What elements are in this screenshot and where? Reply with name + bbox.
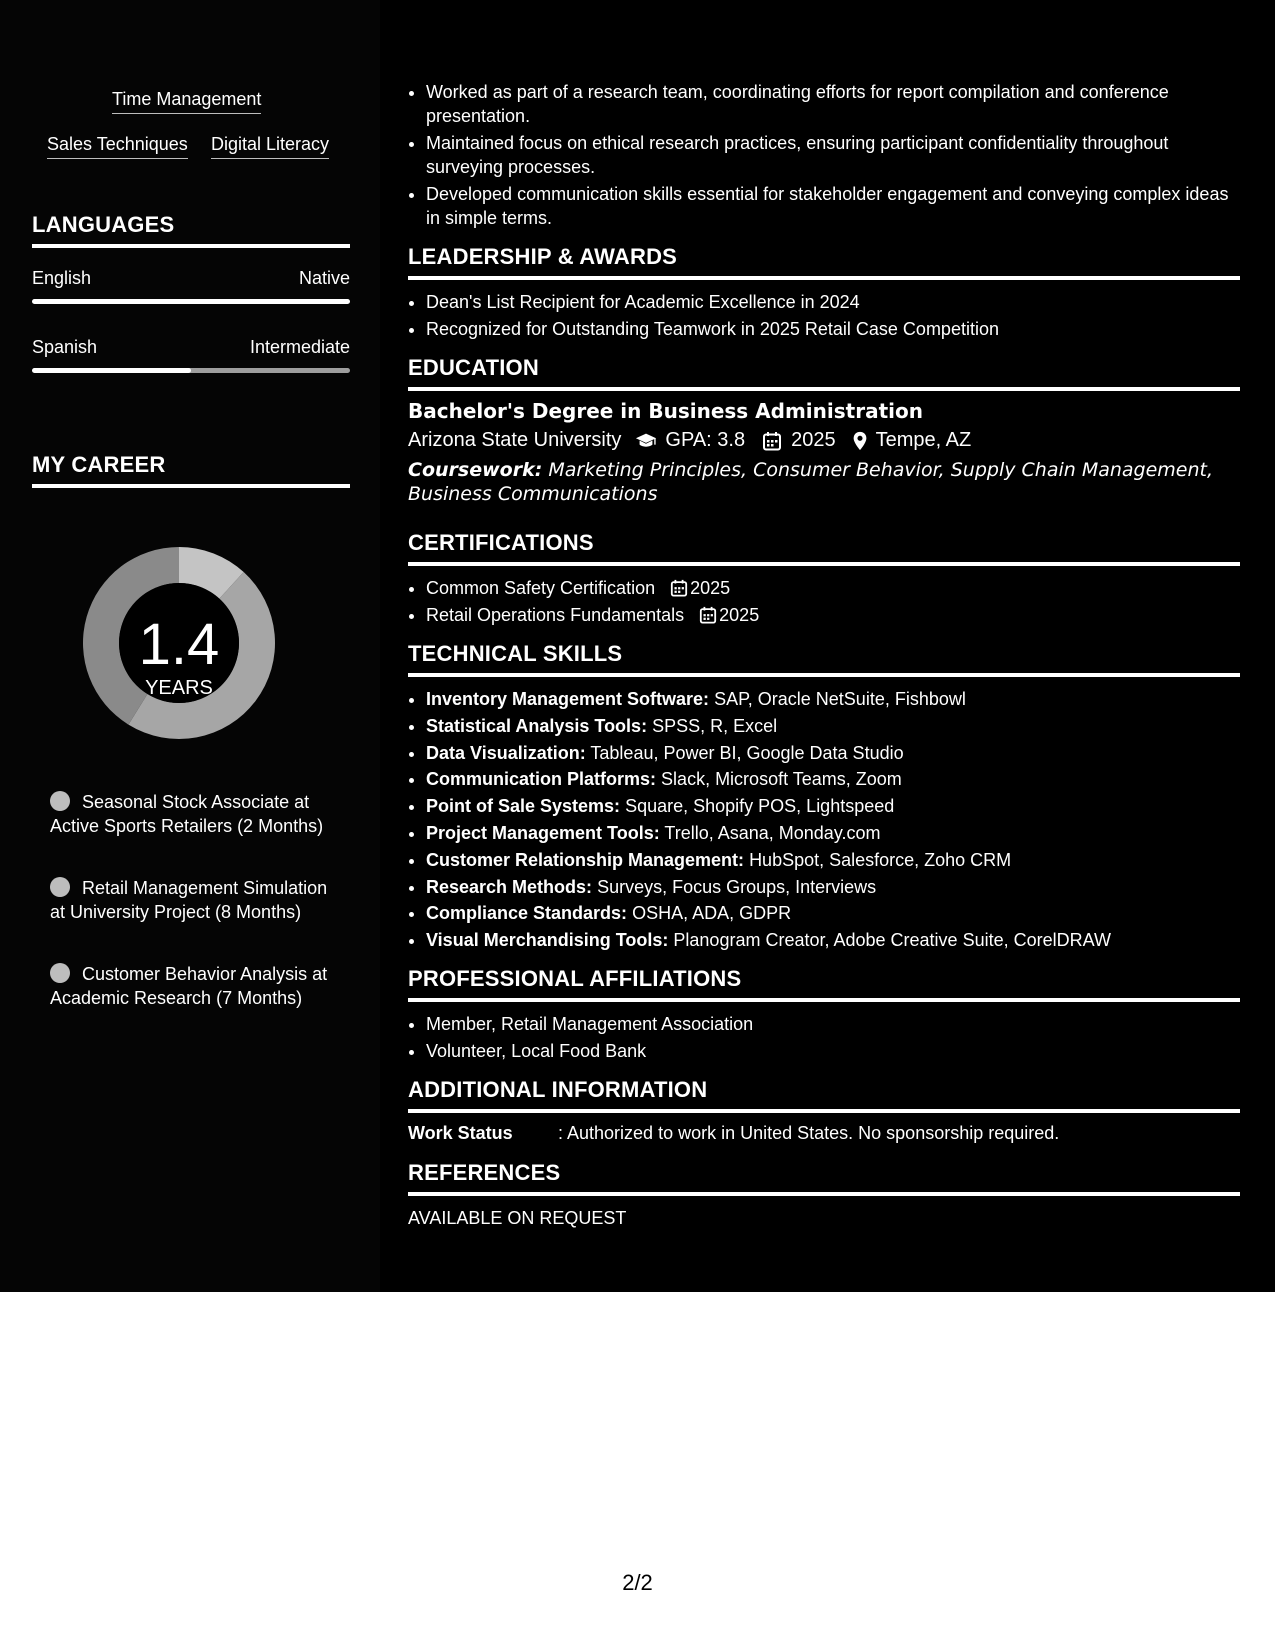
bullet-dot-icon bbox=[50, 877, 70, 897]
school-name: Arizona State University bbox=[408, 429, 622, 451]
skill-item bbox=[426, 875, 1240, 899]
career-donut-chart bbox=[64, 528, 294, 758]
list-item: • Volunteer, Local Food Bank bbox=[426, 1039, 1240, 1063]
list-item: • Dean's List Recipient for Academic Excellence in 2024 bbox=[426, 290, 1240, 314]
language-proficiency-fill bbox=[32, 299, 350, 304]
skill-value: OSHA, ADA, GDPR bbox=[632, 903, 792, 924]
work-status-row bbox=[408, 1123, 1240, 1144]
bullet-dot-icon bbox=[50, 791, 70, 811]
technical-skills-list bbox=[408, 687, 1240, 952]
skill-label: Statistical Analysis Tools: bbox=[426, 715, 648, 736]
coursework bbox=[408, 458, 1240, 506]
career-heading: MY CAREER bbox=[32, 452, 350, 488]
skill-item bbox=[426, 714, 1240, 738]
calendar-icon bbox=[699, 606, 717, 624]
skill-label: Inventory Management Software: bbox=[426, 689, 710, 709]
skill-label: Project Management Tools: bbox=[426, 822, 660, 843]
affiliations-heading: PROFESSIONAL AFFILIATIONS bbox=[408, 966, 1240, 1002]
language-name: Spanish bbox=[32, 337, 98, 357]
skill-item bbox=[426, 928, 1240, 952]
career-item-label: Retail Management Simulation at University Project (8 Months) bbox=[50, 878, 328, 922]
list-item: • Maintained focus on ethical research practices, ensuring participant confidentiality throughout surveying processes. bbox=[426, 131, 1240, 179]
language-level: Intermediate bbox=[249, 337, 350, 357]
page-number: 2/2 bbox=[622, 1570, 653, 1595]
references-heading: REFERENCES bbox=[408, 1160, 1240, 1196]
additional-info-heading: ADDITIONAL INFORMATION bbox=[408, 1077, 1240, 1113]
technical-skills-heading: TECHNICAL SKILLS bbox=[408, 641, 1240, 677]
certification-item bbox=[426, 576, 1240, 600]
skill-item bbox=[426, 687, 1240, 711]
skill-label: Visual Merchandising Tools: bbox=[426, 930, 669, 951]
graduation-year: 2025 bbox=[791, 429, 836, 451]
education-meta bbox=[408, 429, 1240, 452]
references-text: AVAILABLE ON REQUEST bbox=[408, 1208, 627, 1229]
leadership-heading: LEADERSHIP & AWARDS bbox=[408, 244, 1240, 280]
skill-value: SAP, Oracle NetSuite, Fishbowl bbox=[714, 689, 966, 709]
certification-item bbox=[426, 603, 1240, 627]
bullet-dot-icon bbox=[50, 963, 70, 983]
list-item: • Worked as part of a research team, coordinating efforts for report compilation and conference presentation. bbox=[426, 80, 1240, 128]
career-item bbox=[50, 790, 330, 838]
skill-label: Customer Relationship Management: bbox=[426, 849, 745, 870]
career-item-label: Seasonal Stock Associate at Active Sports Retailers (2 Months) bbox=[50, 792, 324, 836]
language-proficiency-fill bbox=[32, 368, 191, 373]
skill-item bbox=[426, 741, 1240, 765]
skill-value: SPSS, R, Excel bbox=[652, 715, 778, 736]
certifications-list bbox=[408, 576, 1240, 627]
career-item-label: Customer Behavior Analysis at Academic Research (7 Months) bbox=[50, 964, 328, 1008]
education-heading: EDUCATION bbox=[408, 355, 1240, 391]
skill-value: Planogram Creator, Adobe Creative Suite, CorelDRAW bbox=[673, 930, 1111, 951]
gpa: GPA: 3.8 bbox=[665, 429, 746, 451]
degree-title: Bachelor's Degree in Business Administration bbox=[408, 399, 923, 423]
skill-label: Communication Platforms: bbox=[426, 769, 657, 790]
skill-item bbox=[426, 901, 1240, 925]
experience-bullets bbox=[408, 80, 1240, 230]
career-total-value: 1.4 bbox=[138, 612, 220, 677]
work-status-label: Work Status bbox=[408, 1123, 513, 1144]
career-item bbox=[50, 876, 330, 924]
list-item: • Recognized for Outstanding Teamwork in 2025 Retail Case Competition bbox=[426, 317, 1240, 341]
certification-year: 2025 bbox=[719, 605, 760, 625]
skill-item bbox=[426, 848, 1240, 872]
main-column bbox=[408, 0, 1240, 1229]
school-location: Tempe, AZ bbox=[875, 429, 972, 451]
certification-year: 2025 bbox=[690, 578, 731, 598]
skill-item bbox=[426, 794, 1240, 818]
coursework-list: Marketing Principles, Consumer Behavior, Supply Chain Management, Business Communications bbox=[408, 459, 1214, 505]
skill-value: HubSpot, Salesforce, Zoho CRM bbox=[749, 849, 1012, 870]
skill-value: Trello, Asana, Monday.com bbox=[664, 822, 881, 843]
list-item: • Member, Retail Management Association bbox=[426, 1012, 1240, 1036]
language-name: English bbox=[32, 268, 92, 288]
skill-label: Point of Sale Systems: bbox=[426, 796, 621, 817]
leadership-list bbox=[408, 290, 1240, 341]
skill-value: Slack, Microsoft Teams, Zoom bbox=[661, 769, 902, 790]
list-item: • Developed communication skills essential for stakeholder engagement and conveying complex ideas in simple terms. bbox=[426, 182, 1240, 230]
calendar-icon bbox=[761, 431, 783, 451]
certification-name: Common Safety Certification bbox=[426, 578, 656, 598]
certification-name: Retail Operations Fundamentals bbox=[426, 605, 685, 625]
skill-value: Surveys, Focus Groups, Interviews bbox=[597, 876, 877, 897]
skill-label: Research Methods: bbox=[426, 876, 593, 897]
work-status-value: : Authorized to work in United States. No sponsorship required. bbox=[558, 1123, 1060, 1144]
career-total-unit: YEARS bbox=[145, 677, 213, 699]
skill-label: Compliance Standards: bbox=[426, 903, 628, 924]
language-proficiency-bar bbox=[32, 368, 350, 373]
affiliations-list bbox=[408, 1012, 1240, 1063]
skill-label: Data Visualization: bbox=[426, 742, 586, 763]
calendar-icon bbox=[670, 579, 688, 597]
location-pin-icon bbox=[852, 431, 868, 451]
skill-value: Square, Shopify POS, Lightspeed bbox=[625, 796, 895, 817]
certifications-heading: CERTIFICATIONS bbox=[408, 530, 1240, 566]
skill-item bbox=[426, 767, 1240, 791]
languages-heading: LANGUAGES bbox=[32, 212, 350, 248]
skill-tag: Sales Techniques bbox=[47, 134, 188, 159]
coursework-label: Coursework: bbox=[408, 459, 543, 481]
skill-tag: Digital Literacy bbox=[211, 134, 329, 159]
language-level: Native bbox=[298, 268, 350, 288]
career-item bbox=[50, 962, 330, 1010]
graduation-cap-icon bbox=[635, 431, 657, 451]
skill-item bbox=[426, 821, 1240, 845]
skill-tag: Time Management bbox=[112, 89, 261, 114]
sidebar bbox=[0, 0, 380, 1292]
language-proficiency-bar bbox=[32, 299, 350, 304]
skill-value: Tableau, Power BI, Google Data Studio bbox=[590, 742, 904, 763]
